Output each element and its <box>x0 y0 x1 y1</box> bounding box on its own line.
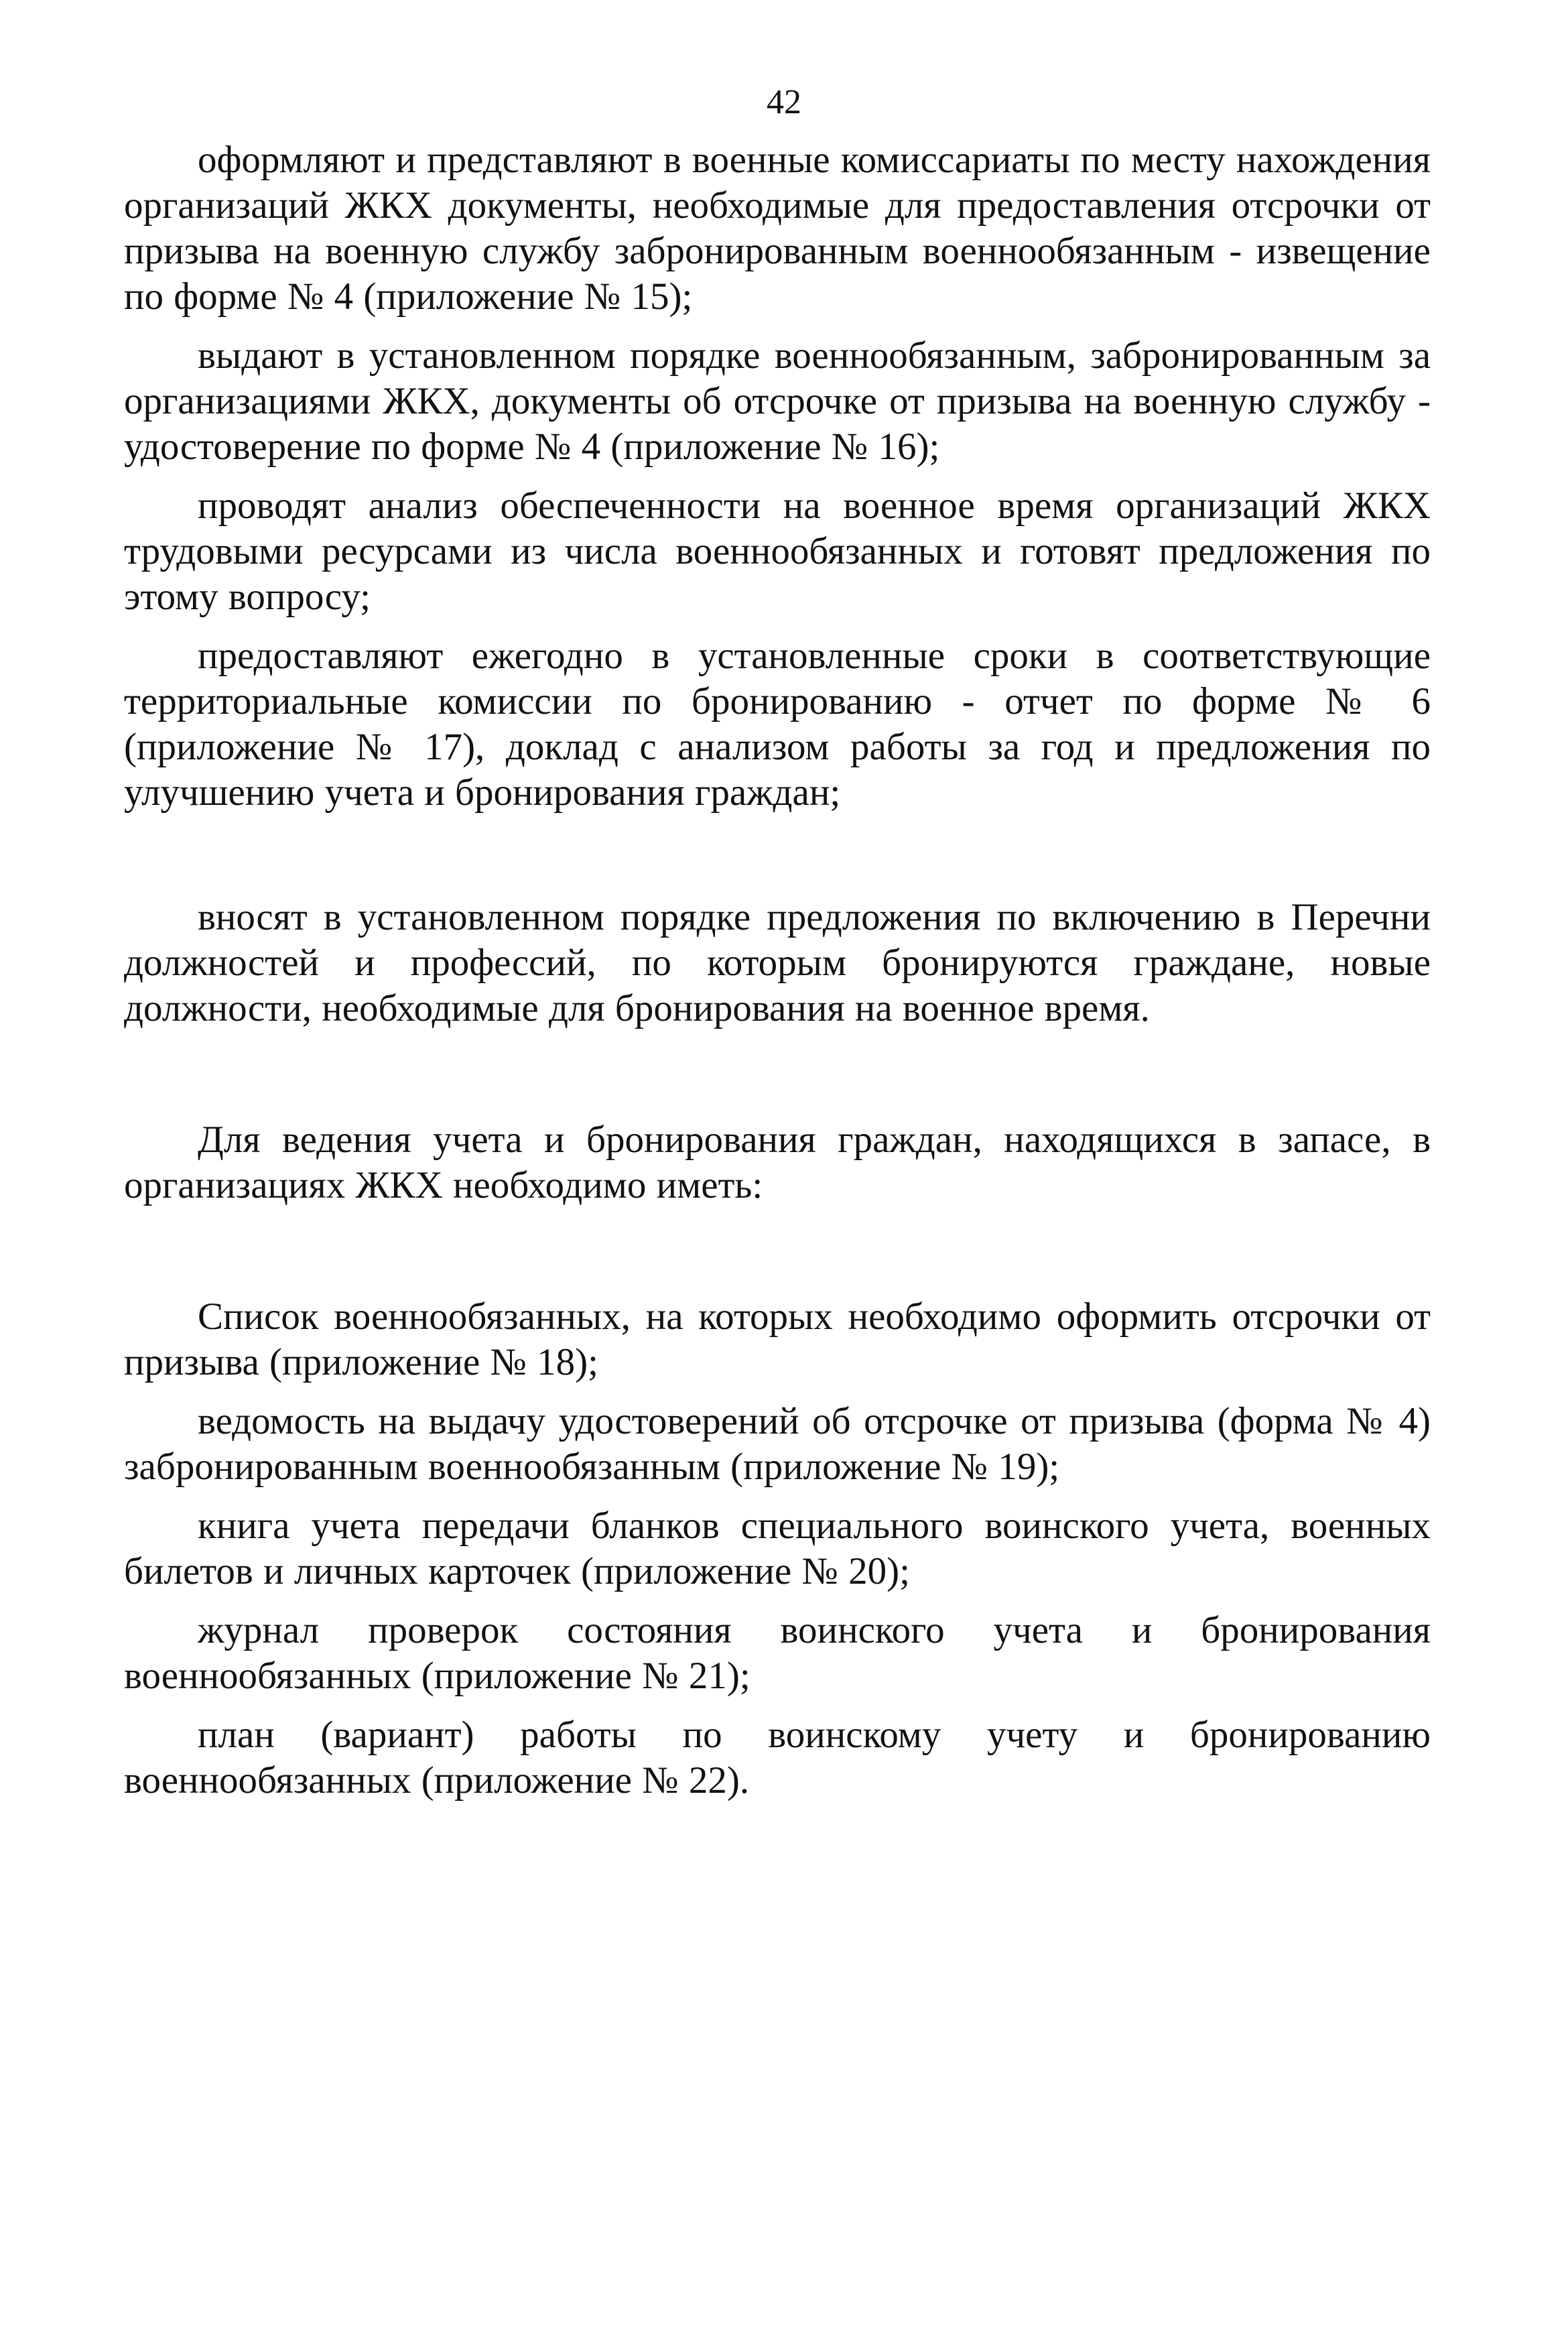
paragraph-proposals: вносят в установленном порядке предложения по включению в Перечни должностей и профессий, по которым бронируются граждане, новые должности, необходимые для бронирования на военное время. <box>124 896 1431 1029</box>
spacer <box>124 1385 1431 1399</box>
paragraph-report: предоставляют ежегодно в установленные сроки в соответствующие территориальные комиссии по бронированию - отчет по форме № 6 (приложение № 17), доклад с анализом работы за год и предложения по улучшению учета и бронирования граждан; <box>124 635 1431 814</box>
paragraph-requirements-intro: Для ведения учета и бронирования граждан, находящихся в запасе, в организациях ЖКХ необходимо иметь: <box>124 1119 1431 1206</box>
spacer <box>124 1699 1431 1712</box>
paragraph-certificates: выдают в установленном порядке военнообязанным, забронированным за организациями ЖКХ, документы об отсрочке от призыва на военную службу - удостоверение по форме № 4 (приложение № 16); <box>124 334 1431 468</box>
spacer <box>124 1594 1431 1608</box>
spacer <box>124 320 1431 333</box>
spacer <box>124 1031 1431 1117</box>
spacer <box>124 620 1431 633</box>
list-item-conscripts-list: Список военнообязанных, на которых необходимо оформить отсрочки от призыва (приложение № 18); <box>124 1295 1431 1383</box>
spacer <box>124 470 1431 483</box>
list-item-blanks-book: книга учета передачи бланков специального воинского учета, военных билетов и личных карточек (приложение № 20); <box>124 1505 1431 1592</box>
spacer <box>124 816 1431 895</box>
list-item-inspection-journal: журнал проверок состояния воинского учета и бронирования военнообязанных (приложение № 21); <box>124 1609 1431 1697</box>
spacer <box>124 1208 1431 1294</box>
paragraph-analysis: проводят анализ обеспеченности на военное время организаций ЖКХ трудовыми ресурсами из числа военнообязанных и готовят предложения по этому вопросу; <box>124 485 1431 618</box>
list-item-work-plan: план (вариант) работы по воинскому учету и бронированию военнообязанных (приложение № 22). <box>124 1714 1431 1801</box>
list-item-issue-register: ведомость на выдачу удостоверений об отсрочке от призыва (форма № 4) забронированным военнообязанным (приложение № 19); <box>124 1400 1431 1488</box>
spacer <box>124 1490 1431 1503</box>
page-number: 42 <box>767 83 801 121</box>
document-body <box>124 137 1431 1804</box>
paragraph-notices: оформляют и представляют в военные комиссариаты по месту нахождения организаций ЖКХ документы, необходимые для предоставления отсрочки от призыва на военную службу забронированным военнообязанным - извещение по форме № 4 (приложение № 15); <box>124 139 1431 318</box>
